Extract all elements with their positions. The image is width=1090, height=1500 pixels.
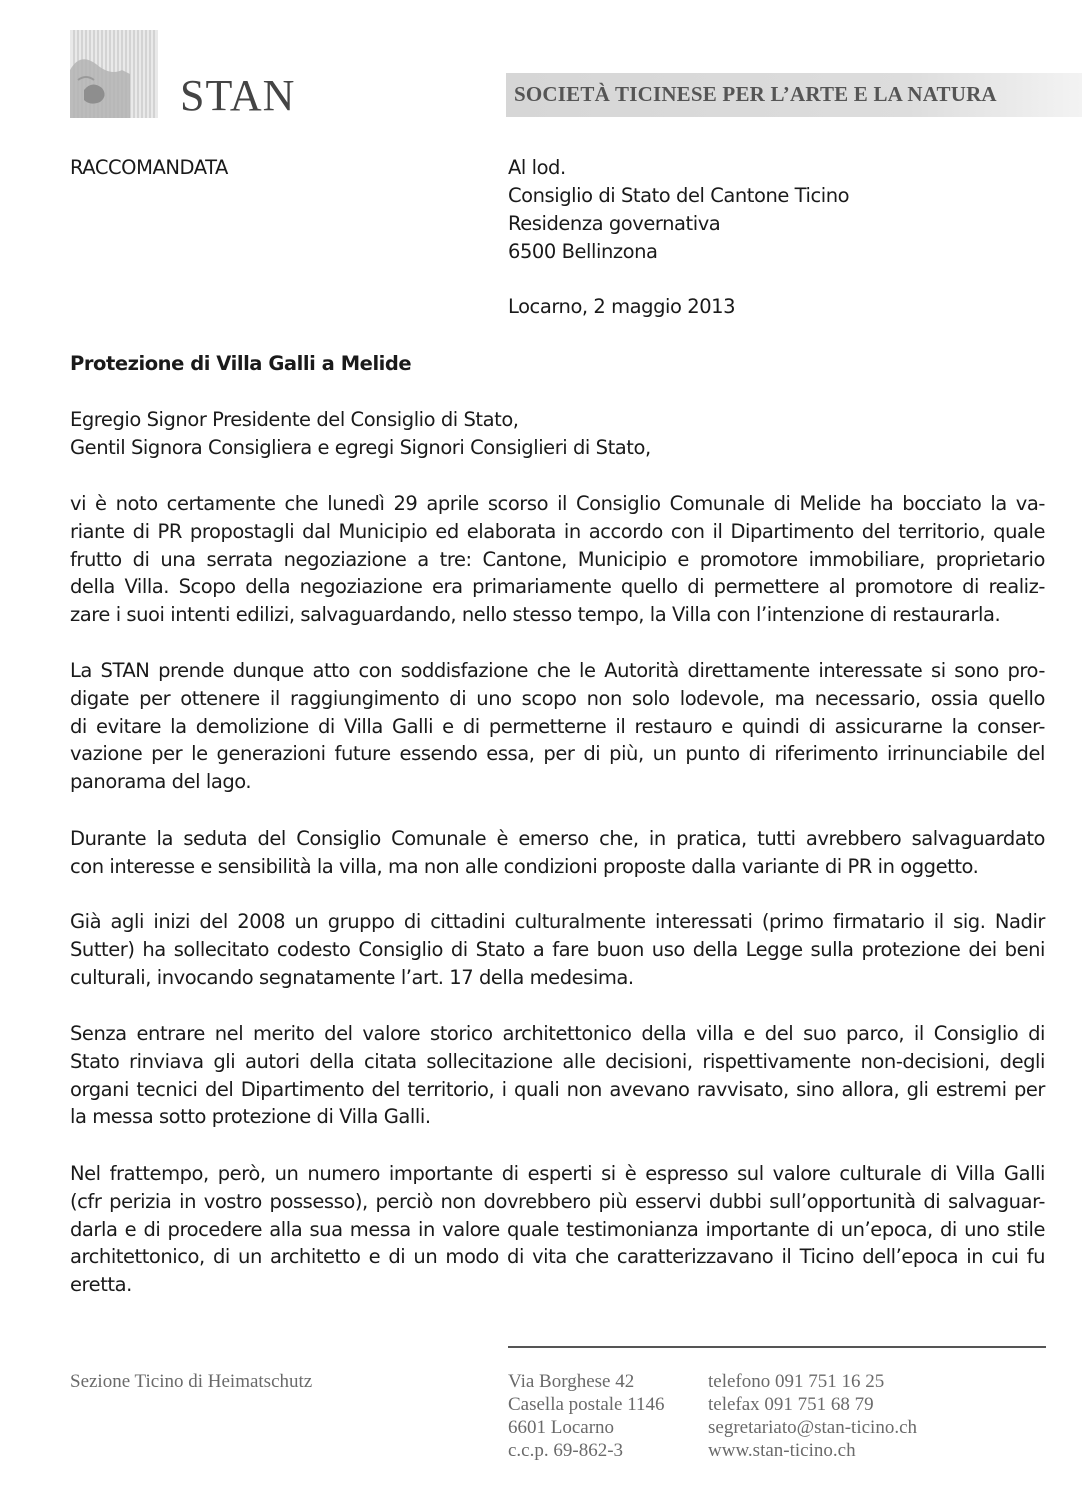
paragraph-line: eretta.: [70, 1273, 132, 1297]
body-paragraph: [70, 908, 1045, 991]
body-paragraph: [70, 1020, 1045, 1131]
footer-fax: telefax 091 751 68 79: [708, 1394, 874, 1415]
recipient-line: Consiglio di Stato del Cantone Ticino: [508, 184, 850, 207]
paragraph-line: architettonico, di un architetto e di un modo di vita che caratterizzavano il Ticino dell’epoca in cui fu: [70, 1245, 1045, 1269]
salutation-line: Gentil Signora Consigliera e egregi Signori Consiglieri di Stato,: [70, 436, 651, 459]
footer-address: [508, 1370, 665, 1462]
recipient-line: 6500 Bellinzona: [508, 240, 658, 263]
paragraph-line: Senza entrare nel merito del valore storico architettonico della villa e del suo parco, il Consiglio di: [70, 1022, 1045, 1045]
letter-subject: Protezione di Villa Galli a Melide: [70, 352, 412, 375]
paragraph-line: culturali, invocando segnatamente l’art. 17 della medesima.: [70, 965, 634, 989]
footer-phone: telefono 091 751 16 25: [708, 1371, 885, 1392]
paragraph-line: zare i suoi intenti edilizi, salvaguardando, nello stesso tempo, la Villa con l’intenzione di restaurarla.: [70, 603, 1001, 627]
logo-wordmark: STAN: [180, 71, 296, 120]
salutation: [70, 406, 651, 462]
paragraph-line: di evitare la demolizione di Villa Galli e di permetterne il restauro e quindi di assicurarne la conser-: [70, 714, 1045, 738]
paragraph-line: frutto di una serrata negoziazione a tre: Cantone, Municipio e promotore immobiliare, proprietario: [70, 547, 1045, 571]
body-paragraph: [70, 657, 1045, 796]
recipient-line: Residenza governativa: [508, 212, 721, 235]
body-paragraph: [70, 1160, 1045, 1299]
paragraph-line: (cfr perizia in vostro possesso), perciò non dovrebbero più esservi dubbi sull’opportunità di salvaguar-: [70, 1189, 1045, 1213]
paragraph-line: vazione per le generazioni future essendo essa, per di più, un punto di riferimento irrinunciabile del: [70, 742, 1045, 766]
paragraph-line: la messa sotto protezione di Villa Galli.: [70, 1105, 431, 1129]
footer-divider: [508, 1346, 1046, 1348]
paragraph-line: Già agli inizi del 2008 un gruppo di cittadini culturalmente interessati (primo firmatario il sig. Nadir: [70, 910, 1045, 933]
footer-address-line: 6601 Locarno: [508, 1417, 615, 1438]
footer-section-name: Sezione Ticino di Heimatschutz: [70, 1371, 313, 1392]
paragraph-line: digate per ottenere il raggiungimento di uno scopo non solo lodevole, ma necessario, ossia quello: [70, 686, 1045, 710]
body-paragraph: [70, 490, 1045, 629]
letter-date: Locarno, 2 maggio 2013: [508, 295, 736, 318]
footer-website[interactable]: www.stan-ticino.ch: [708, 1440, 856, 1461]
paragraph-line: della Villa. Scopo della negoziazione era primariamente quello di permettere al promotore di realiz-: [70, 575, 1045, 599]
paragraph-line: Stato rinviava gli autori della citata sollecitazione alle decisioni, rispettivamente non-decisioni, degli: [70, 1049, 1045, 1073]
paragraph-line: Durante la seduta del Consiglio Comunale è emerso che, in pratica, tutti avrebbero salvaguardato: [70, 827, 1045, 850]
paragraph-line: Sutter) ha sollecitato codesto Consiglio di Stato a fare buon uso della Legge sulla protezione dei beni: [70, 937, 1045, 961]
paragraph-line: panorama del lago.: [70, 770, 252, 794]
paragraph-line: organi tecnici del Dipartimento del territorio, i quali non avevano ravvisato, sino allora, gli estremi per: [70, 1077, 1045, 1101]
footer-email[interactable]: segretariato@stan-ticino.ch: [708, 1417, 917, 1438]
society-banner: [506, 73, 1082, 117]
paragraph-line: darla e di procedere alla sua messa in valore quale testimonianza importante di un’epoca, di uno stile: [70, 1217, 1045, 1241]
paragraph-line: riante di PR propostagli dal Municipio ed elaborata in accordo con il Dipartimento del territorio, quale: [70, 519, 1045, 543]
footer-address-line: Casella postale 1146: [508, 1394, 665, 1415]
footer-address-line: Via Borghese 42: [508, 1371, 635, 1392]
paragraph-line: vi è noto certamente che lunedì 29 aprile scorso il Consiglio Comunale di Melide ha bocciato la va-: [70, 492, 1045, 515]
footer-address-line: c.c.p. 69-862-3: [508, 1440, 624, 1461]
recipient-address: [508, 154, 849, 266]
society-name: SOCIETÀ TICINESE PER L’ARTE E LA NATURA: [514, 82, 997, 106]
paragraph-line: Nel frattempo, però, un numero importante di esperti si è espresso sul valore culturale di Villa Galli: [70, 1162, 1045, 1185]
paragraph-line: La STAN prende dunque atto con soddisfazione che le Autorità direttamente interessate si sono pro-: [70, 659, 1045, 682]
footer-contacts: [708, 1370, 917, 1462]
body-paragraph: [70, 825, 1045, 881]
recipient-line: Al lod.: [508, 156, 566, 179]
delivery-method: RACCOMANDATA: [70, 156, 228, 179]
stan-logo-image: [70, 30, 158, 118]
paragraph-line: con interesse e sensibilità la villa, ma non alle condizioni proposte dalla variante di PR in oggetto.: [70, 854, 979, 878]
salutation-line: Egregio Signor Presidente del Consiglio di Stato,: [70, 408, 519, 431]
